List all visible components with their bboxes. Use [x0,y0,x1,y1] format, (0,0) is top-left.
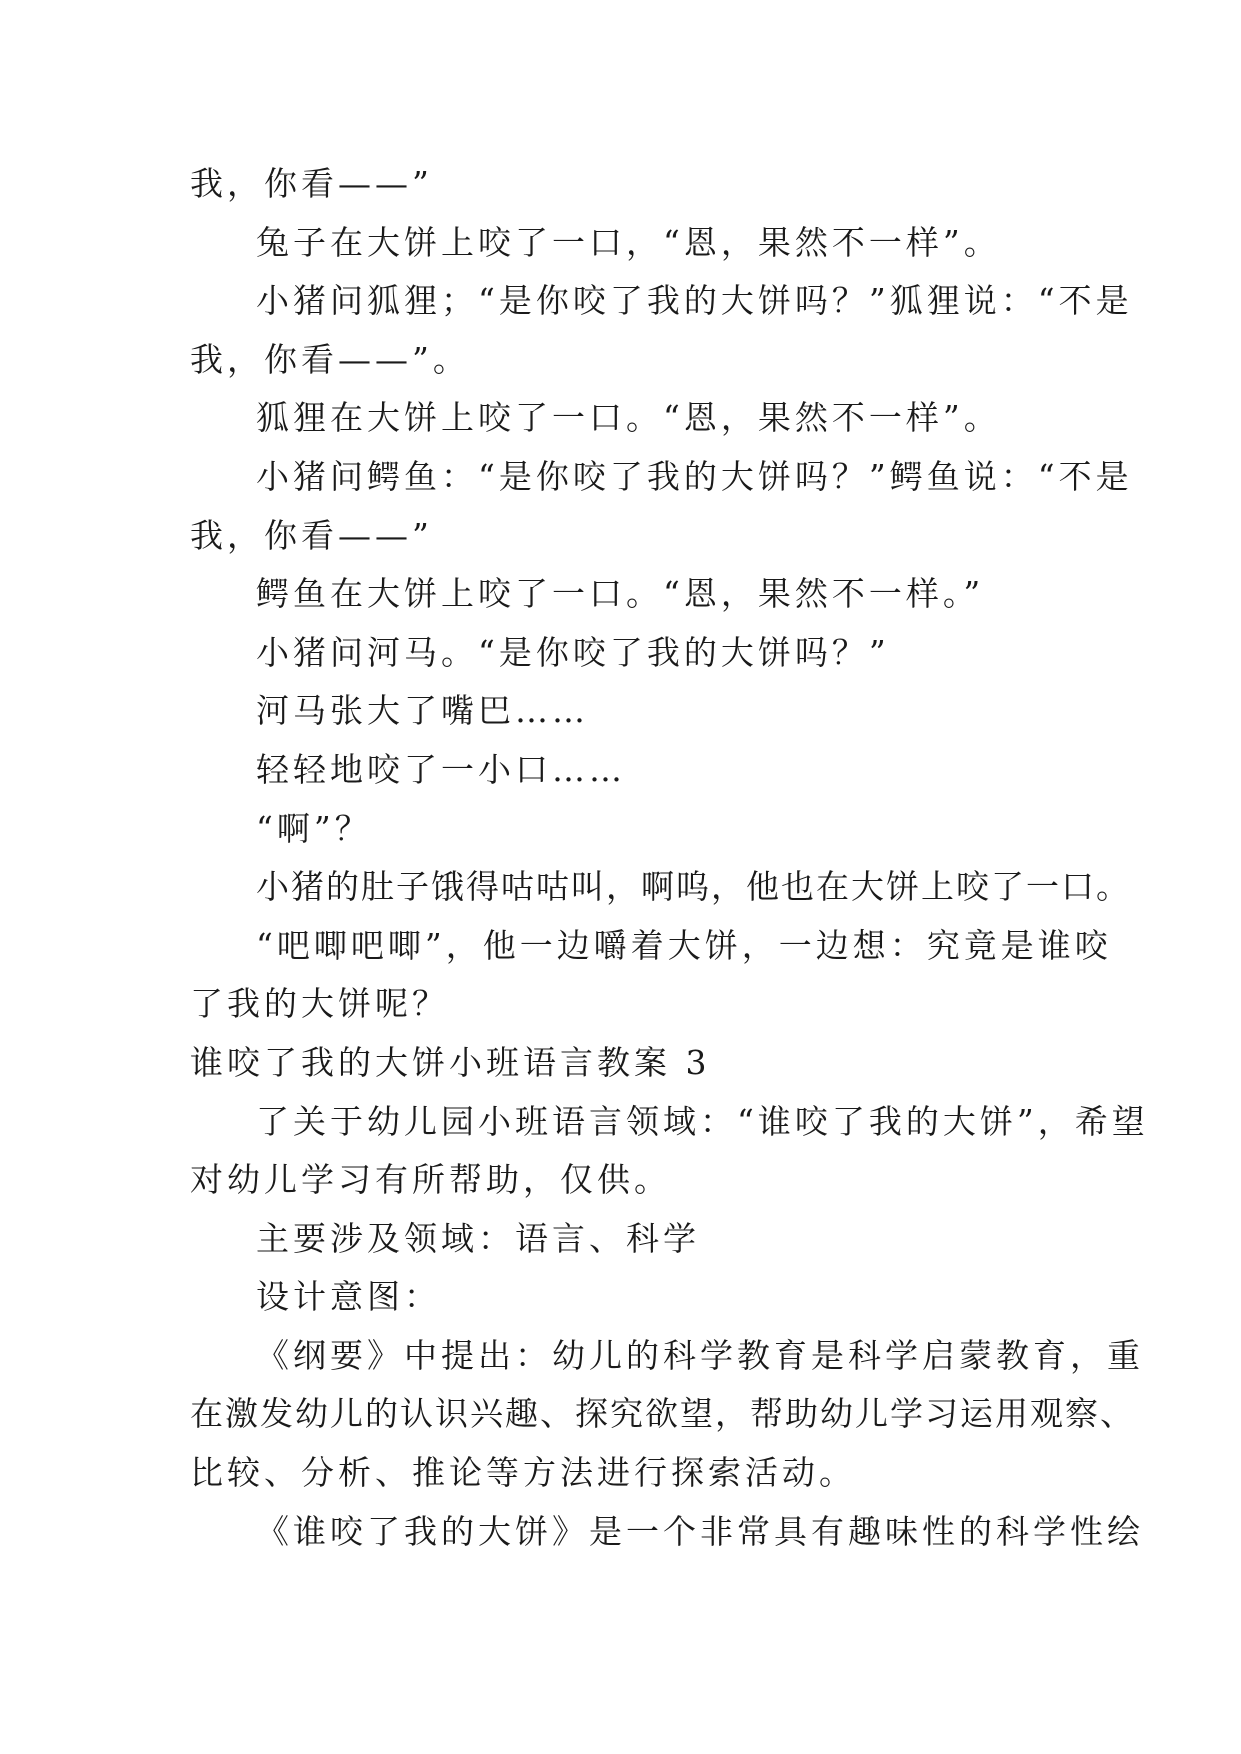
text-line: 轻轻地咬了一小口…… [256,749,626,789]
text-line: 《谁咬了我的大饼》是一个非常具有趣味性的科学性绘 [256,1511,1144,1551]
section-heading: 谁咬了我的大饼小班语言教案 3 [190,1042,711,1082]
text-line: 我，你看——” [190,164,433,203]
text-line: 我，你看——” [190,515,433,555]
text-line: 狐狸在大饼上咬了一口。“恩，果然不一样”。 [256,398,1001,438]
text-line: 小猪问鳄鱼：“是你咬了我的大饼吗？”鳄鱼说：“不是 [256,456,1133,496]
text-line: “吧唧吧唧”，他一边嚼着大饼，一边想：究竟是谁咬 [256,925,1112,965]
text-line: 小猪的肚子饿得咕咕叫，啊呜，他也在大饼上咬了一口。 [256,867,1131,907]
document-body [190,155,1149,1561]
text-line: 了关于幼儿园小班语言领域：“谁咬了我的大饼”，希望 [256,1101,1149,1141]
text-line: 对幼儿学习有所帮助，仅供。 [190,1160,671,1200]
text-line: 《纲要》中提出：幼儿的科学教育是科学启蒙教育，重 [256,1335,1144,1375]
text-line: 在激发幼儿的认识兴趣、探究欲望，帮助幼儿学习运用观察、 [190,1394,1135,1434]
text-line: “啊”？ [256,808,372,848]
text-line: 设计意图： [256,1277,441,1317]
text-line: 河马张大了嘴巴…… [256,691,589,731]
text-line: 小猪问河马。“是你咬了我的大饼吗？” [256,632,890,672]
text-line: 我，你看——”。 [190,339,470,379]
text-line: 比较、分析、推论等方法进行探索活动。 [190,1453,856,1493]
text-line: 了我的大饼呢？ [190,984,449,1024]
text-line: 鳄鱼在大饼上咬了一口。“恩，果然不一样。” [256,574,985,614]
text-line: 小猪问狐狸；“是你咬了我的大饼吗？”狐狸说：“不是 [256,281,1133,321]
text-line: 主要涉及领域：语言、科学 [256,1218,700,1258]
text-line: 兔子在大饼上咬了一口，“恩，果然不一样”。 [256,222,1001,262]
